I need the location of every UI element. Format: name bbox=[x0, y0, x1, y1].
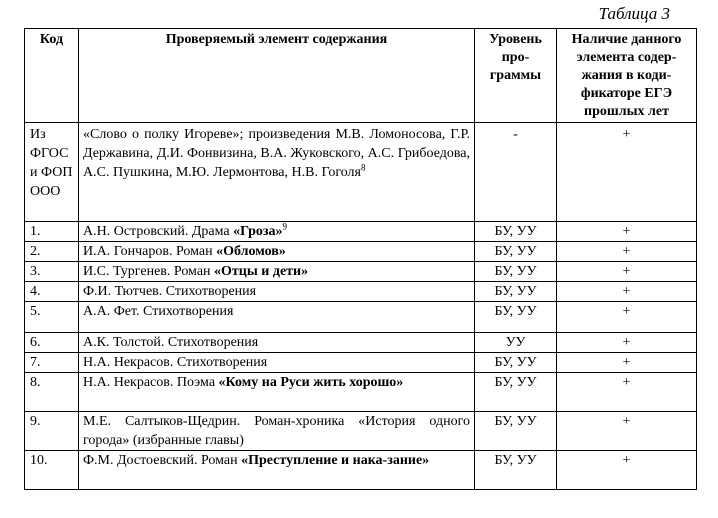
work-title: «Отцы и дети» bbox=[214, 264, 309, 279]
element-text: А.К. Толстой. Стихотворения bbox=[83, 335, 259, 350]
cell-element bbox=[79, 451, 475, 490]
cell-level: - bbox=[475, 123, 557, 222]
cell-presence: + bbox=[557, 451, 697, 490]
cell-level: УУ bbox=[475, 333, 557, 353]
cell-presence: + bbox=[557, 282, 697, 302]
cell-element bbox=[79, 412, 475, 451]
cell-presence: + bbox=[557, 353, 697, 373]
element-text: А.А. Фет. Стихотворения bbox=[83, 304, 234, 319]
cell-level: БУ, УУ bbox=[475, 412, 557, 451]
work-title: «Кому на Руси жить хорошо» bbox=[218, 375, 404, 390]
cell-presence: + bbox=[557, 333, 697, 353]
table-row bbox=[25, 242, 697, 262]
header-presence: Наличие данного элемента содер-жания в коди-фикаторе ЕГЭ прошлых лет bbox=[557, 29, 697, 123]
cell-element bbox=[79, 302, 475, 333]
work-title: «Преступление и нака-зание» bbox=[241, 453, 430, 468]
header-element: Проверяемый элемент содержания bbox=[79, 29, 475, 123]
cell-code: 7. bbox=[25, 353, 79, 373]
cell-code: 1. bbox=[25, 222, 79, 242]
content-elements-table bbox=[24, 28, 697, 490]
cell-code: 10. bbox=[25, 451, 79, 490]
cell-presence: + bbox=[557, 412, 697, 451]
element-text: Н.А. Некрасов. Стихотворения bbox=[83, 355, 268, 370]
table-header-row bbox=[25, 29, 697, 123]
footnote-mark: 9 bbox=[282, 221, 288, 232]
cell-presence: + bbox=[557, 302, 697, 333]
element-text: «Слово о полку Игореве»; произведения М.В. Ломоносова, Г.Р. Державина, Д.И. Фонвизина, В.А. Жуковского, А.С. Грибоедова, А.С. Пушкина, М.Ю. Лермонтова, Н.В. Гоголя bbox=[83, 127, 470, 180]
table-row bbox=[25, 123, 697, 222]
cell-code: 6. bbox=[25, 333, 79, 353]
table-row bbox=[25, 333, 697, 353]
cell-level: БУ, УУ bbox=[475, 242, 557, 262]
cell-element bbox=[79, 373, 475, 412]
table-row bbox=[25, 353, 697, 373]
cell-code: 2. bbox=[25, 242, 79, 262]
element-text: Ф.И. Тютчев. Стихотворения bbox=[83, 284, 257, 299]
table-row bbox=[25, 282, 697, 302]
header-code: Код bbox=[25, 29, 79, 123]
cell-element bbox=[79, 333, 475, 353]
cell-element bbox=[79, 282, 475, 302]
cell-presence: + bbox=[557, 373, 697, 412]
work-title: «Гроза» bbox=[233, 224, 283, 239]
cell-level: БУ, УУ bbox=[475, 353, 557, 373]
element-text: И.А. Гончаров. Роман bbox=[83, 244, 217, 259]
cell-level: БУ, УУ bbox=[475, 222, 557, 242]
cell-code: Из ФГОС и ФОП ООО bbox=[25, 123, 79, 222]
cell-level: БУ, УУ bbox=[475, 451, 557, 490]
cell-code: 3. bbox=[25, 262, 79, 282]
cell-code: 8. bbox=[25, 373, 79, 412]
element-text: М.Е. Салтыков-Щедрин. Роман-хроника «История одного города» (избранные главы) bbox=[83, 414, 470, 448]
cell-presence: + bbox=[557, 222, 697, 242]
table-row bbox=[25, 373, 697, 412]
cell-presence: + bbox=[557, 262, 697, 282]
cell-presence: + bbox=[557, 123, 697, 222]
cell-code: 5. bbox=[25, 302, 79, 333]
cell-element bbox=[79, 353, 475, 373]
footnote-mark: 8 bbox=[360, 162, 366, 173]
table-row bbox=[25, 222, 697, 242]
cell-element bbox=[79, 123, 475, 222]
table-row bbox=[25, 302, 697, 333]
table-caption: Таблица 3 bbox=[598, 4, 670, 23]
element-text: Ф.М. Достоевский. Роман bbox=[83, 453, 242, 468]
cell-presence: + bbox=[557, 242, 697, 262]
cell-level: БУ, УУ bbox=[475, 373, 557, 412]
table-row bbox=[25, 262, 697, 282]
cell-level: БУ, УУ bbox=[475, 302, 557, 333]
cell-code: 9. bbox=[25, 412, 79, 451]
cell-level: БУ, УУ bbox=[475, 282, 557, 302]
header-level: Уровень про-граммы bbox=[475, 29, 557, 123]
element-text: Н.А. Некрасов. Поэма bbox=[83, 375, 219, 390]
table-row bbox=[25, 451, 697, 490]
cell-level: БУ, УУ bbox=[475, 262, 557, 282]
element-text: А.Н. Островский. Драма bbox=[83, 224, 234, 239]
work-title: «Обломов» bbox=[216, 244, 286, 259]
element-text: И.С. Тургенев. Роман bbox=[83, 264, 215, 279]
cell-element bbox=[79, 222, 475, 242]
cell-element bbox=[79, 242, 475, 262]
cell-element bbox=[79, 262, 475, 282]
table-row bbox=[25, 412, 697, 451]
cell-code: 4. bbox=[25, 282, 79, 302]
